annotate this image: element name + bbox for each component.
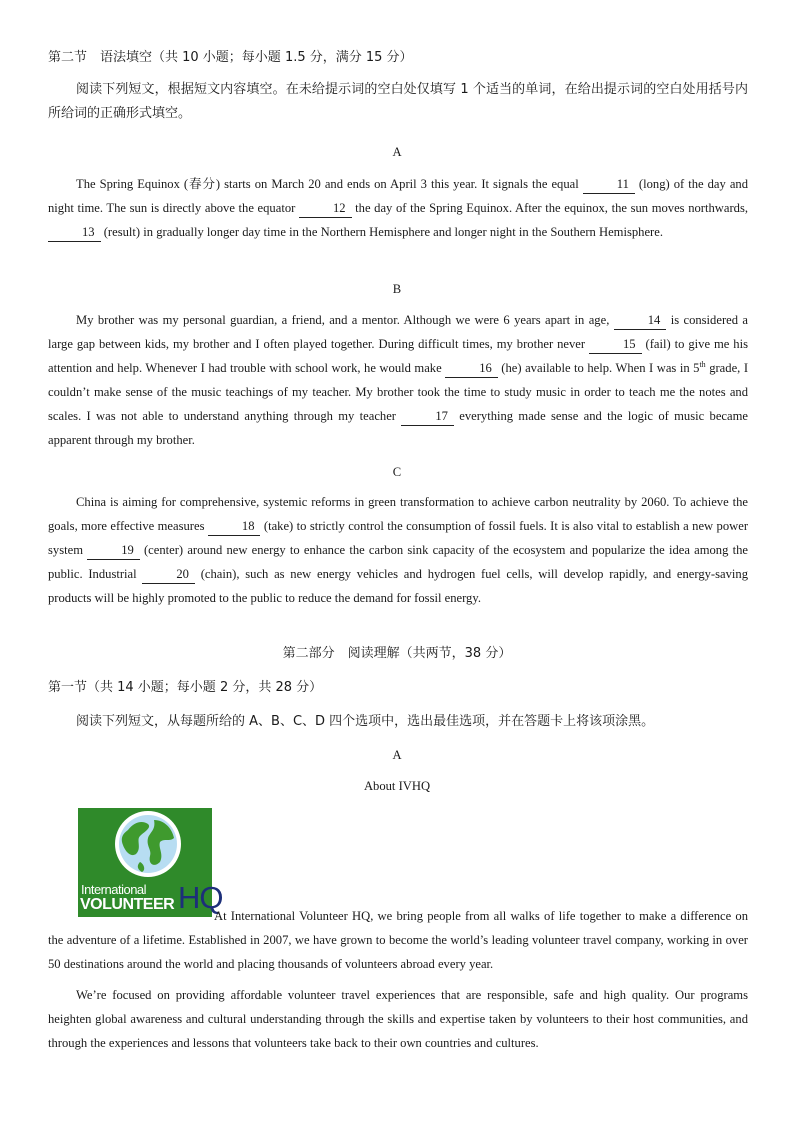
blank-18: 18 [208, 518, 261, 536]
blank-13: 13 [48, 224, 101, 242]
blank-14: 14 [614, 312, 667, 330]
reading-a-paragraph-1: At International Volunteer HQ, we bring people from all walks of life together to make a difference on the adventure of a lifetime. Established in 2007, we have grown to become the world’s leading volunteer travel company, working in over 50 destinations around the world and placing thousands of volunteers abroad every year. [48, 909, 748, 971]
part2-heading: 第二部分 阅读理解（共两节，38 分） [282, 646, 512, 661]
blank-15: 15 [589, 336, 642, 354]
part2-section1-heading: 第一节（共 14 小题；每小题 2 分，共 28 分） [48, 680, 323, 695]
reading-a-title: About IVHQ [363, 779, 431, 793]
blank-12: 12 [299, 200, 352, 218]
section-instructions: 阅读下列短文，根据短文内容填空。在未给提示词的空白处仅填写 1 个适当的单词，在给出提示词的空白处用括号内所给词的正确形式填空。 [48, 82, 748, 121]
logo-text-hq: HQ [178, 880, 223, 915]
blank-20: 20 [142, 566, 195, 584]
reading-a-paragraph-2: We’re focused on providing affordable volunteer travel experiences that are responsible, safe and high quality. Our programs heighten global awareness and cultural understanding through the skills and expertise taken by volunteers to their host communities, and through the experiences and lessons that volunteers take back to their own countries and cultures. [48, 988, 748, 1050]
reading-a-label: A [392, 748, 402, 762]
section-heading: 第二节 语法填空（共 10 小题；每小题 1.5 分，满分 15 分） [48, 50, 413, 65]
passage-c: China is aiming for comprehensive, systemic reforms in green transformation to achieve carbon neutrality by 2060. To achieve the goals, more effective measures 18 (take) to strictly control the consumption of fossil fuels. It is also vital to establish a new power system 19 (center) around new energy to enhance the carbon sink capacity of the ecosystem and popularize the idea among the public. Industrial 20 (chain), such as new energy vehicles and hydrogen fuel cells, will develop rapidly, and energy-saving products will be highly promoted to the public to reduce the demand for fossil energy. [48, 495, 749, 605]
blank-19: 19 [87, 542, 140, 560]
part2-instructions: 阅读下列短文，从每题所给的 A、B、C、D 四个选项中，选出最佳选项，并在答题卡上将该项涂黑。 [76, 714, 655, 729]
passage-a: The Spring Equinox (春分) starts on March 20 and ends on April 3 this year. It signals the equal 11 (long) of the day and night time. The sun is directly above the equator 12 the day of the Spring Equinox. After the equinox, the sun moves northwards, 13 (result) in gradually longer day time in the Northern Hemisphere and longer night in the Southern Hemisphere. [48, 172, 748, 244]
blank-16: 16 [445, 360, 498, 378]
passage-a-label: A [392, 145, 402, 159]
blank-11: 11 [583, 176, 635, 194]
blank-17: 17 [401, 408, 454, 426]
logo-text-international: International [81, 882, 147, 897]
passage-b: My brother was my personal guardian, a friend, and a mentor. Although we were 6 years apart in age, 14 is considered a large gap between kids, my brother and I often played together. During difficult times, my brother never 15 (fail) to give me his attention and help. Whenever I had trouble with school work, he would make 16 (he) available to help. When I was in 5th grade, I couldn’t make sense of the music teachings of my teacher. My brother took the time to study music in order to teach me the notes and scales. I was not able to understand anything through my teacher 17 everything made sense and the logic of music became apparent through my brother. [48, 313, 749, 447]
passage-b-label: B [392, 282, 402, 296]
logo-text-volunteer: VOLUNTEER [80, 896, 175, 913]
ivhq-logo [78, 808, 223, 917]
passage-c-label: C [392, 465, 402, 479]
